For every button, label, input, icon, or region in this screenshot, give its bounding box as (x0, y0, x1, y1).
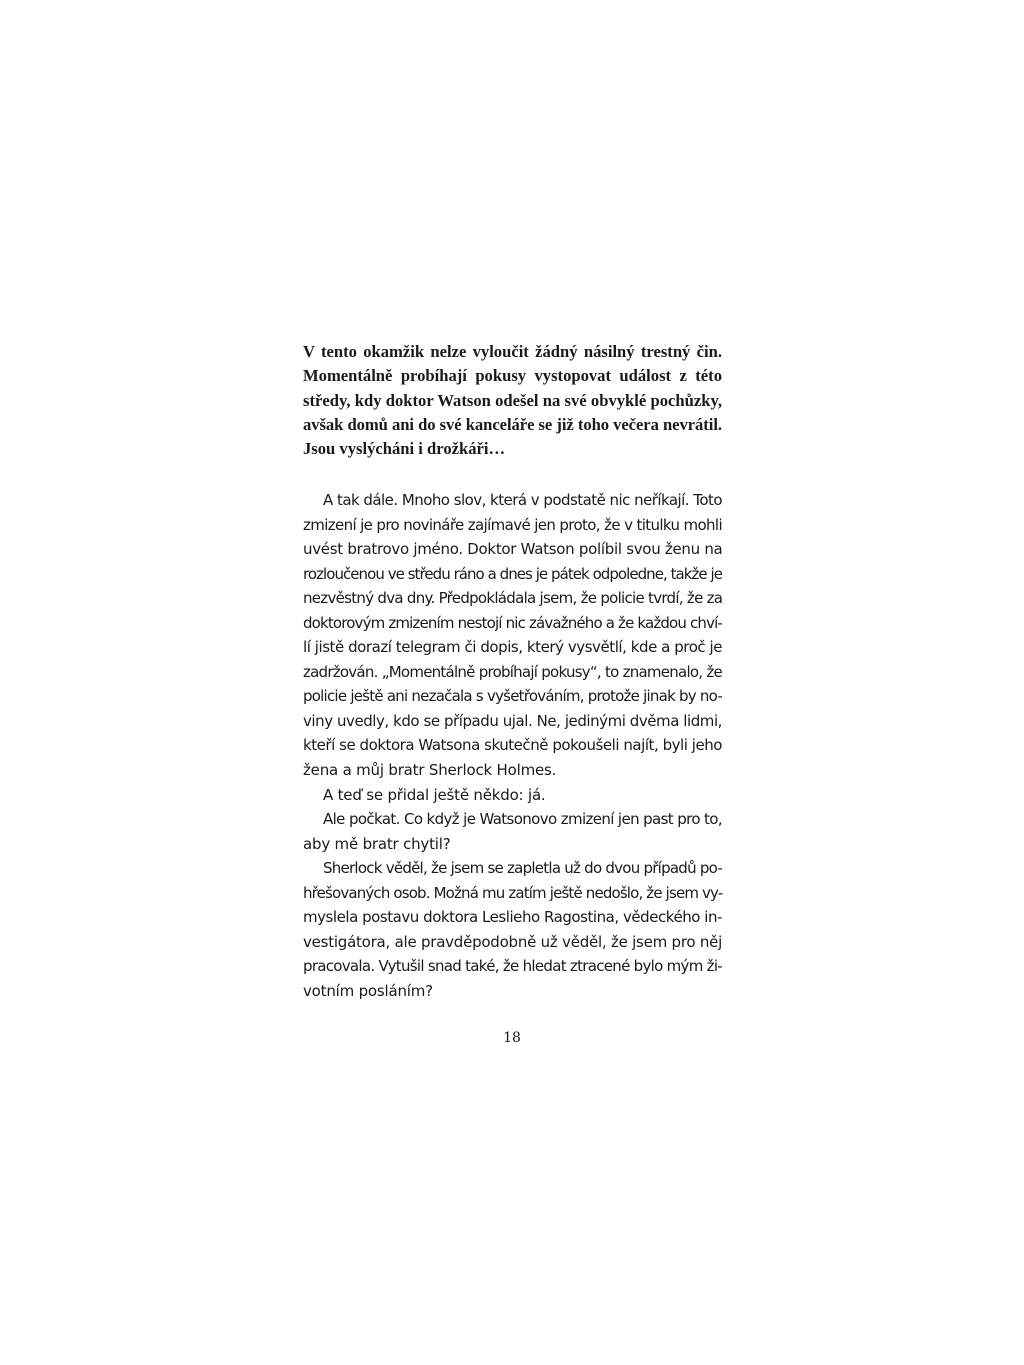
paragraph-line: vestigátora, ale pravděpodobně už věděl, že jsem pro něj (303, 932, 723, 951)
paragraph-line: A tak dále. Mnoho slov, která v podstatě nic neříkají. Toto (323, 491, 722, 509)
paragraph-line: zmizení je pro novináře zajímavé jen proto, že v titulku mohli (303, 515, 722, 534)
paragraph (303, 807, 722, 856)
paragraph-line: myslela postavu doktora Leslieho Ragostina, vědeckého in- (303, 908, 722, 927)
paragraph-line: policie ještě ani nezačala s vyšetřováním, protože jinak by no- (303, 687, 722, 706)
paragraph-line: A teď se přidal ještě někdo: já. (323, 785, 546, 804)
paragraph (303, 488, 722, 783)
paragraph-line: votním posláním? (303, 981, 433, 1000)
paragraph-line: Sherlock věděl, že jsem se zapletla už do dvou případů po- (323, 859, 722, 878)
paragraph (303, 856, 722, 1003)
paragraph-line: kteří se doktora Watsona skutečně pokoušeli najít, byli jeho (303, 736, 722, 755)
paragraph-line: lí jistě dorazí telegram či dopis, který vysvětlí, kde a proč je (303, 638, 723, 657)
body-text (303, 488, 722, 1003)
paragraph-line: Ale počkat. Co když je Watsonovo zmizení jen past pro to, (323, 810, 722, 829)
excerpt-line: středy, kdy doktor Watson odešel na své obvyklé pochůzky, (303, 390, 722, 410)
page-number: 18 (503, 1030, 521, 1046)
paragraph (303, 783, 722, 808)
paragraph-line: aby mě bratr chytil? (303, 834, 451, 853)
paragraph-line: žena a můj bratr Sherlock Holmes. (303, 761, 557, 780)
excerpt-line: avšak domů ani do své kanceláře se již toho večera nevrátil. (303, 414, 722, 434)
paragraph-line: rozloučenou ve středu ráno a dnes je pátek odpoledne, takže je (303, 564, 722, 583)
excerpt-line: Jsou vyslýcháni i drožkáři… (303, 439, 506, 459)
paragraph-line: hřešovaných osob. Možná mu zatím ještě nedošlo, že jsem vy- (303, 883, 723, 902)
paragraph-line: nezvěstný dva dny. Předpokládala jsem, že policie tvrdí, že za (303, 589, 723, 608)
paragraph-line: viny uvedly, kdo se případu ujal. Ne, jedinými dvěma lidmi, (303, 711, 722, 730)
paragraph-line: doktorovým zmizením nestojí nic závažného a že každou chví- (303, 613, 722, 632)
paragraph-line: zadržován. „Momentálně probíhají pokusy“, to znamenalo, že (303, 662, 722, 681)
excerpt-line: Momentálně probíhají pokusy vystopovat událost z této (303, 366, 722, 386)
excerpt-line: V tento okamžik nelze vyloučit žádný násilný trestný čin. (303, 342, 722, 361)
paragraph-line: uvést bratrovo jméno. Doktor Watson políbil svou ženu na (303, 540, 723, 559)
newspaper-excerpt (303, 340, 722, 461)
paragraph-line: pracovala. Vytušil snad také, že hledat ztracené bylo mým ži- (303, 957, 722, 976)
